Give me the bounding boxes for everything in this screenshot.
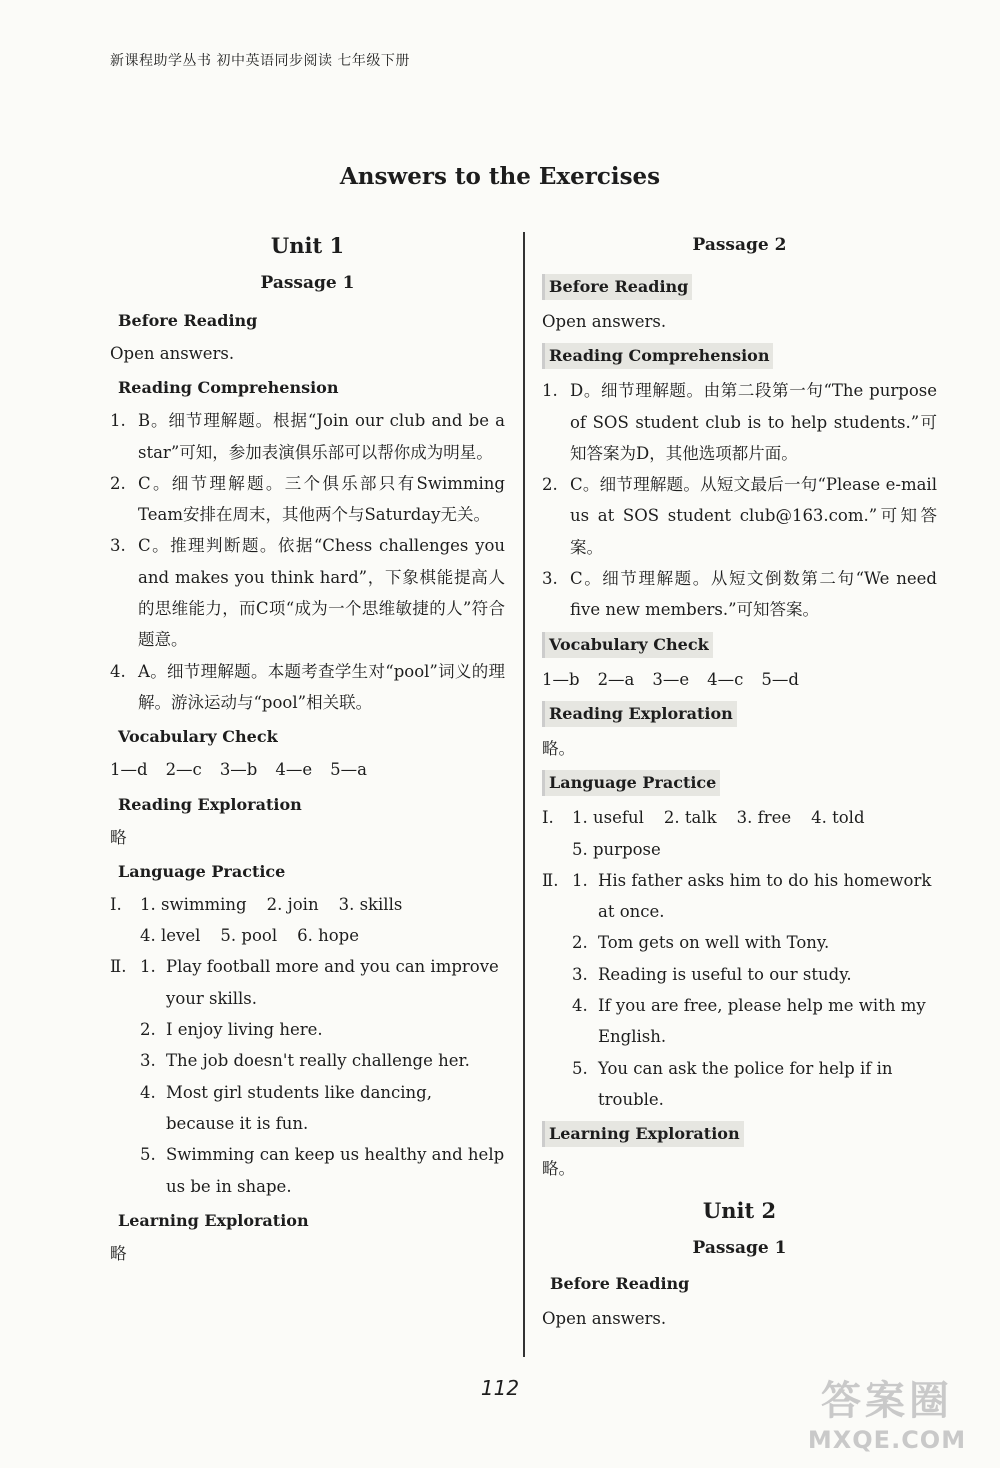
list-item: 5. Swimming can keep us healthy and help us be in shape. [140, 1145, 505, 1196]
unit-title: Unit 1 [270, 233, 345, 258]
page-title: Answers to the Exercises [339, 163, 661, 190]
section-heading-reading-comprehension: Reading Comprehension [118, 378, 339, 398]
section-heading-before-reading: Before Reading [550, 1273, 690, 1293]
section-heading-language-practice: Language Practice [118, 861, 286, 881]
list-item: 3. Reading is useful to our study. [572, 964, 852, 984]
learning-exploration-answer: 略 [110, 1243, 127, 1263]
column-divider [523, 232, 525, 1357]
passage-title: Passage 2 [692, 235, 787, 255]
section-heading-learning-exploration: Learning Exploration [542, 1121, 744, 1147]
list-item: 4. A。细节理解题。本题考查学生对“pool”词义的理解。游泳运动与“pool”相关联。 [110, 661, 505, 712]
section-heading-vocabulary-check: Vocabulary Check [542, 632, 713, 658]
language-practice-part1: Ⅰ. 1. swimming 2. join 3. skills 4. level 5. pool 6. hope [110, 894, 403, 946]
list-item: 3. C。推理判断题。依据“Chess challenges you and makes you think hard”，下象棋能提高人的思维能力，而C项“成为一个思维敏捷的人”符合题意。 [110, 536, 505, 650]
reading-exploration-answer: 略。 [542, 738, 575, 758]
learning-exploration-answer: 略。 [542, 1159, 575, 1179]
list-item: 1. D。细节理解题。由第二段第一句“The purpose of SOS student club is to help students.”可知答案为D，其他选项都片面。 [542, 381, 937, 463]
list-item: 4. Most girl students like dancing, because it is fun. [140, 1082, 432, 1133]
language-practice-part2: Ⅱ. 1. His father asks him to do his homework at once. 2. Tom gets on well with Tony. 3. Reading is useful to our study. 4. If you are free, please help me with my English. 5. You can ask the police for help if in trouble. [542, 865, 937, 1115]
language-practice-part1: Ⅰ. 1. useful 2. talk 3. free 4. told 5. purpose [542, 808, 865, 859]
section-heading-before-reading: Before Reading [542, 274, 692, 300]
before-reading-answer: Open answers. [542, 1308, 667, 1328]
passage-title: Passage 1 [692, 1237, 787, 1258]
before-reading-answer: Open answers. [110, 344, 235, 363]
watermark-logo: 答案圈 [821, 1378, 953, 1424]
section-heading-language-practice: Language Practice [542, 770, 720, 796]
section-heading-reading-exploration: Reading Exploration [542, 701, 737, 727]
reading-exploration-answer: 略 [110, 827, 127, 847]
section-heading-vocabulary-check: Vocabulary Check [118, 727, 278, 747]
section-heading-learning-exploration: Learning Exploration [118, 1210, 309, 1230]
running-head: 新课程助学丛书 初中英语同步阅读 七年级下册 [110, 53, 410, 69]
list-item: 2. C。细节理解题。从短文最后一句“Please e-mail us at SOS student club@163.com.”可知答案。 [542, 475, 937, 557]
list-item: 4. If you are free, please help me with my English. [572, 996, 926, 1047]
list-item: 5. You can ask the police for help if in trouble. [572, 1058, 893, 1109]
page-number: 112 [480, 1376, 520, 1400]
list-item: 3. C。细节理解题。从短文倒数第二句“We need five new members.”可知答案。 [542, 569, 937, 620]
list-item: 1. His father asks him to do his homework at once. [572, 870, 932, 922]
section-heading-before-reading: Before Reading [118, 311, 258, 330]
list-item: 2. Tom gets on well with Tony. [572, 933, 830, 953]
list-item: 2. C。细节理解题。三个俱乐部只有Swimming Team安排在周末，其他两个与Saturday无关。 [110, 473, 505, 525]
list-item: 3. The job doesn't really challenge her. [140, 1051, 470, 1071]
section-heading-reading-exploration: Reading Exploration [118, 794, 302, 814]
before-reading-answer: Open answers. [542, 312, 667, 331]
reading-comprehension-list [542, 375, 937, 625]
language-practice-part2: Ⅱ. 1. Play football more and you can improve your skills. 2. I enjoy living here. 3. The job doesn't really challenge her. 4. Most girl students like dancing, because it is fun. 5. Swimming can keep us healthy and help us be in shape. [110, 951, 505, 1201]
watermark-url: MXQE.COM [807, 1426, 967, 1454]
vocabulary-answers: 1—b 2—a 3—e 4—c 5—d [542, 669, 799, 689]
list-item: 1. B。细节理解题。根据“Join our club and be a star”可知，参加表演俱乐部可以帮你成为明星。 [110, 411, 505, 462]
watermark [792, 1369, 982, 1454]
reading-comprehension-list [110, 405, 505, 718]
right-column [542, 232, 937, 1334]
vocabulary-answers: 1—d 2—c 3—b 4—e 5—a [110, 760, 367, 780]
passage-title: Passage 1 [260, 273, 355, 293]
left-column [110, 232, 505, 1269]
list-item: 2. I enjoy living here. [140, 1020, 323, 1040]
section-heading-reading-comprehension: Reading Comprehension [542, 343, 773, 369]
list-item: 1. Play football more and you can improve your skills. [140, 957, 499, 1008]
unit-title: Unit 2 [702, 1197, 777, 1223]
